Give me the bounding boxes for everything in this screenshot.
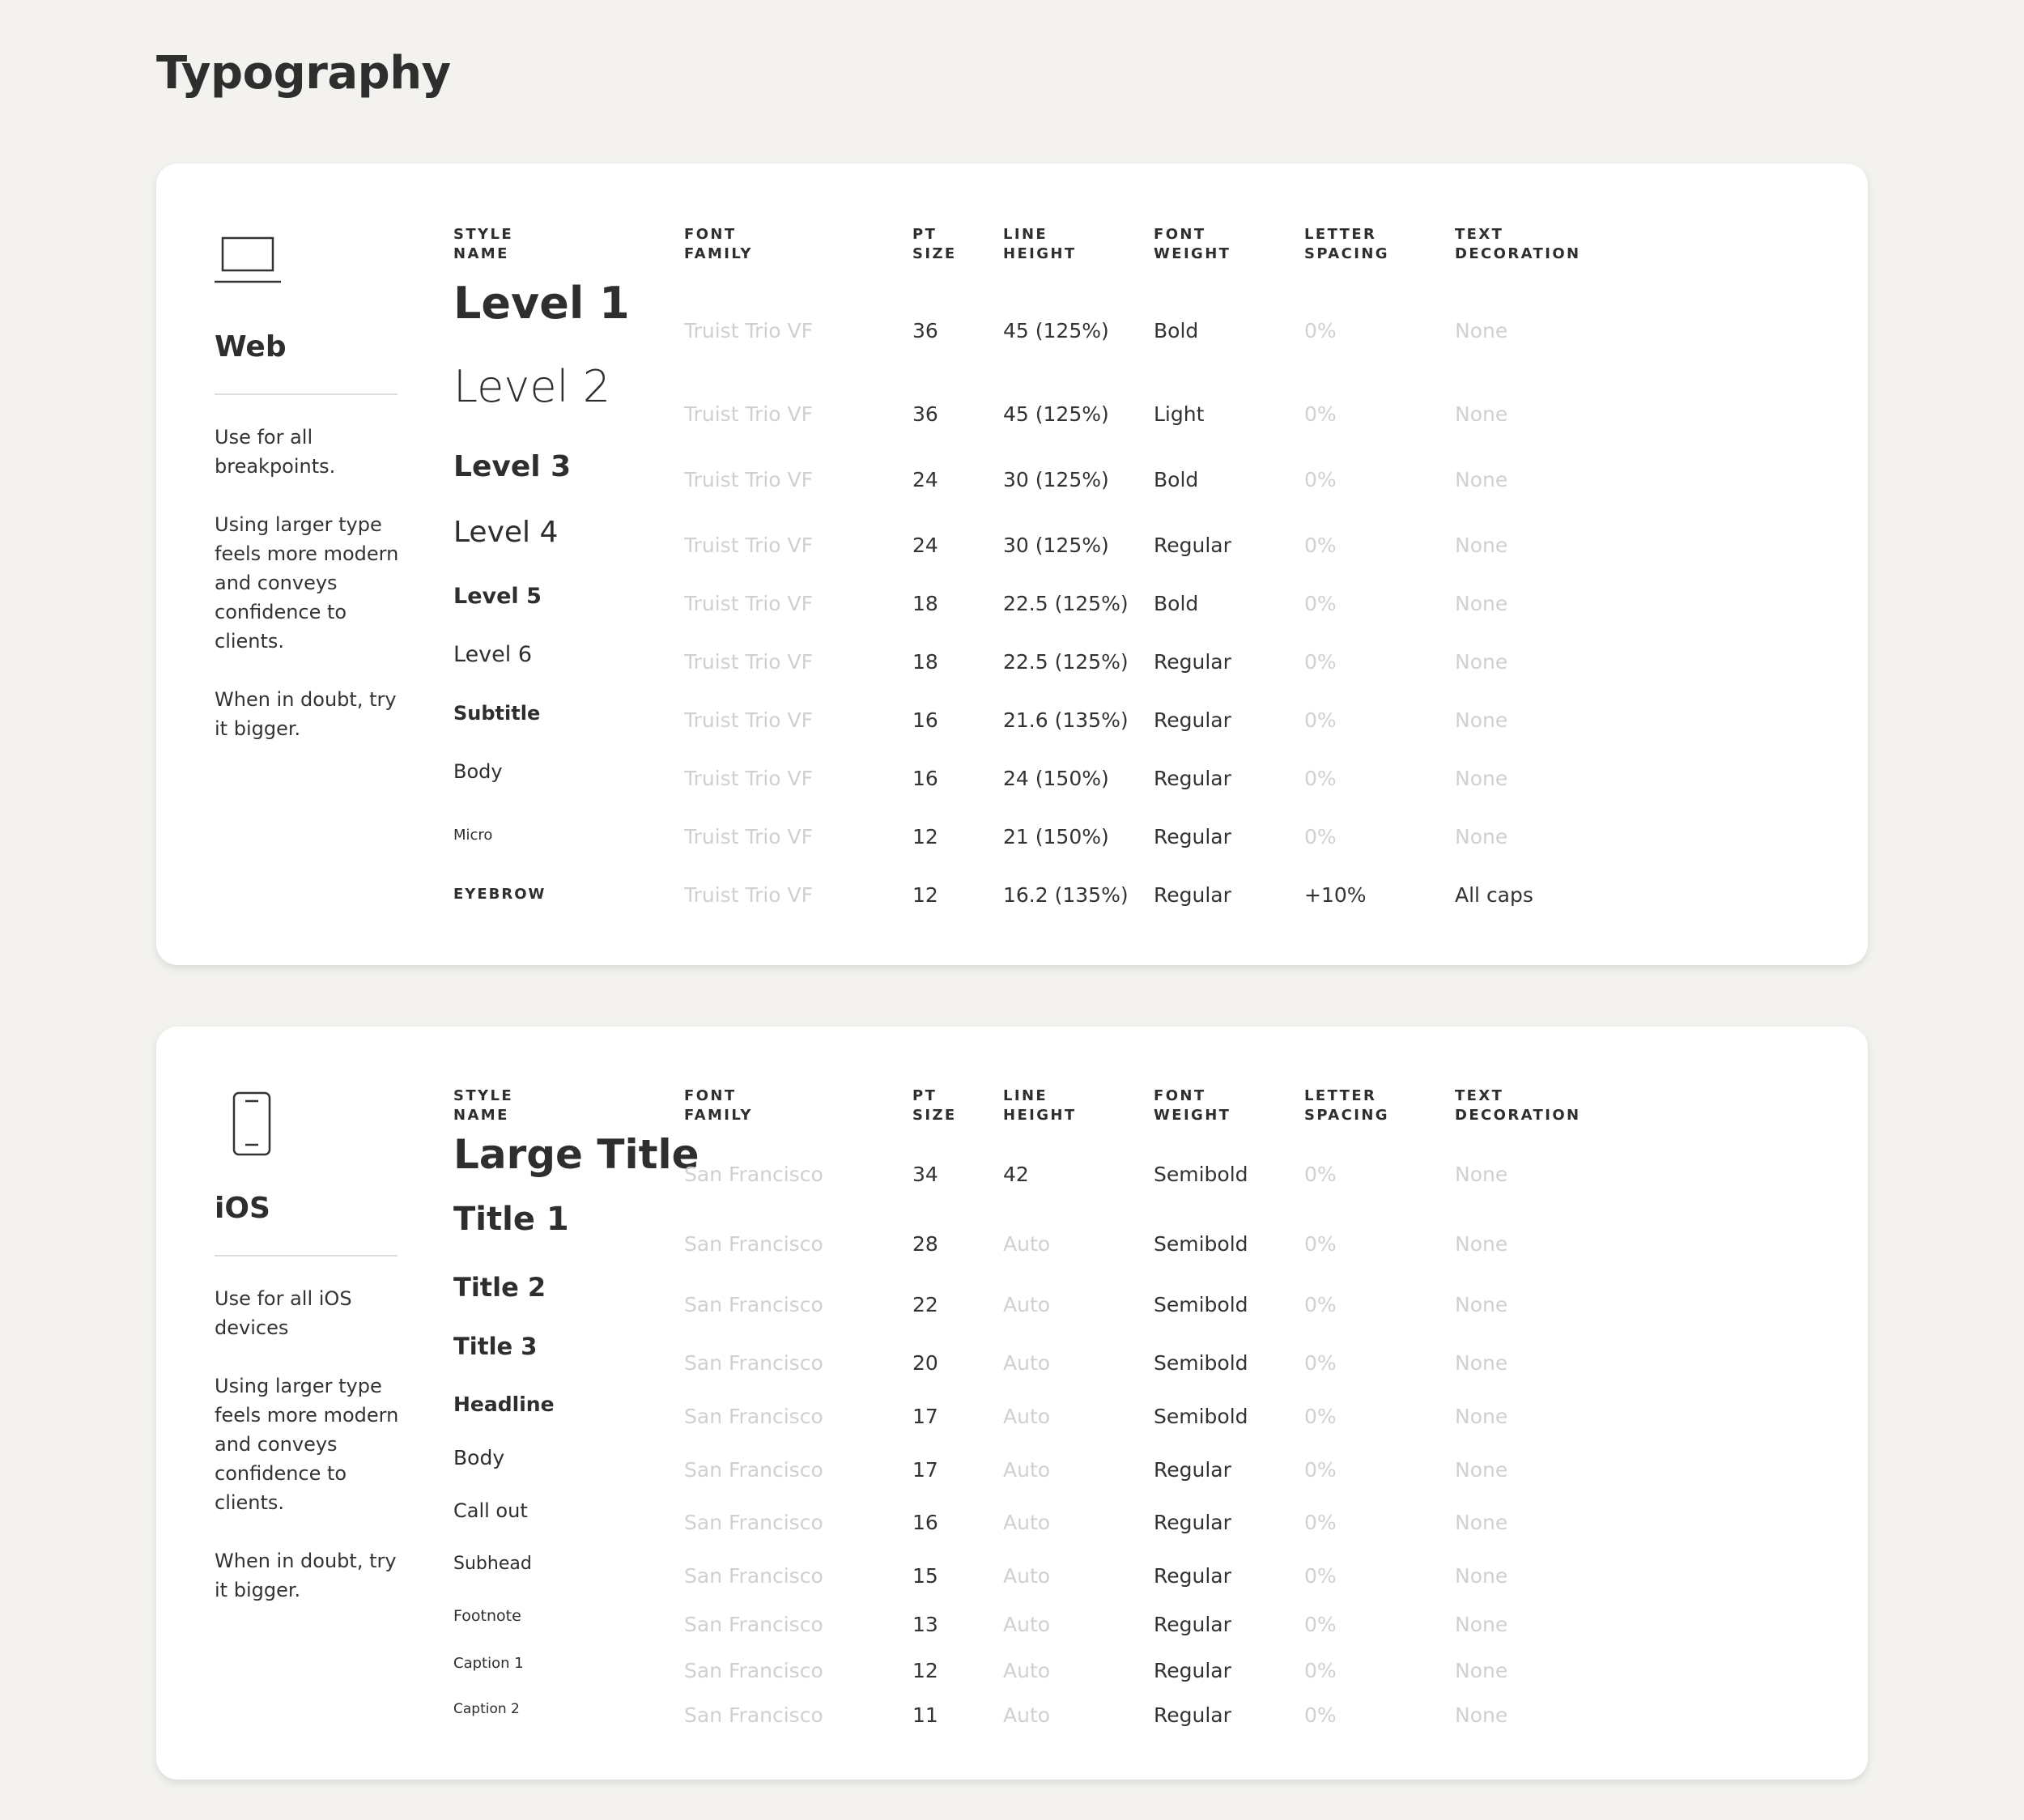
line-height-cell: Auto	[1003, 1405, 1051, 1428]
letter-spacing-cell: 0%	[1304, 1293, 1337, 1316]
letter-spacing-cell: 0%	[1304, 402, 1337, 426]
line-height-cell: 21.6 (135%)	[1003, 708, 1129, 732]
header-line-height: LINE HEIGHT	[1003, 226, 1077, 262]
line-height-cell: Auto	[1003, 1703, 1051, 1727]
letter-spacing-cell: 0%	[1304, 1351, 1337, 1375]
font-weight-cell: Semibold	[1154, 1351, 1248, 1375]
text-decoration-cell: None	[1455, 825, 1508, 848]
font-family-cell: Truist Trio VF	[684, 534, 813, 557]
pt-size-cell: 20	[912, 1351, 938, 1375]
pt-size-cell: 22	[912, 1293, 938, 1316]
font-family-cell: Truist Trio VF	[684, 650, 813, 674]
header-pt-size: PT SIZE	[912, 226, 957, 262]
section-divider	[215, 393, 398, 395]
font-family-cell: Truist Trio VF	[684, 592, 813, 615]
pt-size-cell: 12	[912, 825, 938, 848]
pt-size-cell: 24	[912, 534, 938, 557]
style-name-sample: Level 3	[453, 449, 572, 483]
font-family-cell: San Francisco	[684, 1293, 823, 1316]
pt-size-cell: 12	[912, 883, 938, 907]
font-family-cell: San Francisco	[684, 1511, 823, 1534]
font-weight-cell: Regular	[1154, 1511, 1231, 1534]
font-weight-cell: Light	[1154, 402, 1205, 426]
line-height-cell: 24 (150%)	[1003, 767, 1109, 790]
style-name-sample: Micro	[453, 826, 493, 844]
text-decoration-cell: None	[1455, 1703, 1508, 1727]
pt-size-cell: 16	[912, 708, 938, 732]
text-decoration-cell: None	[1455, 1351, 1508, 1375]
header-style-name: STYLE NAME	[453, 1087, 514, 1124]
line-height-cell: Auto	[1003, 1232, 1051, 1256]
font-weight-cell: Semibold	[1154, 1232, 1248, 1256]
header-letter-spacing: LETTER SPACING	[1304, 1087, 1389, 1124]
font-family-cell: San Francisco	[684, 1351, 823, 1375]
pt-size-cell: 18	[912, 592, 938, 615]
style-name-sample: Caption 1	[453, 1654, 524, 1672]
description-paragraph: When in doubt, try it bigger.	[215, 688, 397, 740]
style-name-sample: Footnote	[453, 1606, 521, 1625]
letter-spacing-cell: 0%	[1304, 1458, 1337, 1482]
letter-spacing-cell: 0%	[1304, 767, 1337, 790]
font-family-cell: San Francisco	[684, 1458, 823, 1482]
line-height-cell: 42	[1003, 1163, 1029, 1186]
text-decoration-cell: None	[1455, 1511, 1508, 1534]
text-decoration-cell: None	[1455, 767, 1508, 790]
font-family-cell: San Francisco	[684, 1659, 823, 1682]
description-paragraph: Use for all breakpoints.	[215, 426, 336, 478]
letter-spacing-cell: 0%	[1304, 825, 1337, 848]
font-weight-cell: Semibold	[1154, 1163, 1248, 1186]
text-decoration-cell: None	[1455, 1163, 1508, 1186]
text-decoration-cell: None	[1455, 708, 1508, 732]
pt-size-cell: 16	[912, 767, 938, 790]
style-name-sample: Subtitle	[453, 702, 541, 725]
header-font-weight: FONT WEIGHT	[1154, 226, 1231, 262]
style-name-sample: Body	[453, 760, 503, 784]
style-name-sample: Body	[453, 1445, 505, 1469]
text-decoration-cell: None	[1455, 1232, 1508, 1256]
header-pt-size: PT SIZE	[912, 1087, 957, 1124]
style-name-sample: Level 5	[453, 583, 542, 609]
pt-size-cell: 36	[912, 402, 938, 426]
letter-spacing-cell: 0%	[1304, 708, 1337, 732]
letter-spacing-cell: 0%	[1304, 1405, 1337, 1428]
letter-spacing-cell: 0%	[1304, 1564, 1337, 1588]
style-name-sample: EYEBROW	[453, 885, 546, 903]
font-family-cell: San Francisco	[684, 1703, 823, 1727]
header-style-name: STYLE NAME	[453, 226, 514, 262]
font-family-cell: Truist Trio VF	[684, 825, 813, 848]
style-name-sample: Level 6	[453, 641, 533, 667]
phone-icon	[231, 1090, 274, 1163]
line-height-cell: Auto	[1003, 1659, 1051, 1682]
text-decoration-cell: None	[1455, 402, 1508, 426]
platform-title: iOS	[215, 1192, 270, 1225]
text-decoration-cell: None	[1455, 1458, 1508, 1482]
font-weight-cell: Regular	[1154, 1659, 1231, 1682]
pt-size-cell: 17	[912, 1405, 938, 1428]
letter-spacing-cell: 0%	[1304, 592, 1337, 615]
text-decoration-cell: None	[1455, 1564, 1508, 1588]
pt-size-cell: 34	[912, 1163, 938, 1186]
style-name-sample: Title 2	[453, 1272, 546, 1303]
text-decoration-cell: None	[1455, 319, 1508, 342]
font-weight-cell: Regular	[1154, 883, 1231, 907]
description-paragraph: Using larger type feels more modern and conveys confidence to clients.	[215, 513, 399, 653]
letter-spacing-cell: 0%	[1304, 319, 1337, 342]
letter-spacing-cell: +10%	[1304, 883, 1367, 907]
font-family-cell: Truist Trio VF	[684, 319, 813, 342]
header-text-decoration: TEXT DECORATION	[1455, 226, 1581, 262]
font-family-cell: Truist Trio VF	[684, 402, 813, 426]
line-height-cell: Auto	[1003, 1613, 1051, 1636]
font-weight-cell: Bold	[1154, 468, 1199, 491]
font-family-cell: Truist Trio VF	[684, 468, 813, 491]
header-font-weight: FONT WEIGHT	[1154, 1087, 1231, 1124]
description-paragraph: Using larger type feels more modern and conveys confidence to clients.	[215, 1375, 399, 1514]
font-weight-cell: Bold	[1154, 319, 1199, 342]
pt-size-cell: 18	[912, 650, 938, 674]
pt-size-cell: 36	[912, 319, 938, 342]
line-height-cell: Auto	[1003, 1351, 1051, 1375]
font-weight-cell: Regular	[1154, 1703, 1231, 1727]
font-weight-cell: Bold	[1154, 592, 1199, 615]
font-family-cell: San Francisco	[684, 1163, 823, 1186]
letter-spacing-cell: 0%	[1304, 1613, 1337, 1636]
font-weight-cell: Regular	[1154, 534, 1231, 557]
font-family-cell: Truist Trio VF	[684, 883, 813, 907]
style-name-sample: Call out	[453, 1499, 528, 1523]
style-name-sample: Title 1	[453, 1201, 569, 1238]
header-text-decoration: TEXT DECORATION	[1455, 1087, 1581, 1124]
style-name-sample: Large Title	[453, 1131, 699, 1178]
font-weight-cell: Regular	[1154, 650, 1231, 674]
header-line-height: LINE HEIGHT	[1003, 1087, 1077, 1124]
description-paragraph: When in doubt, try it bigger.	[215, 1550, 397, 1601]
font-weight-cell: Semibold	[1154, 1405, 1248, 1428]
line-height-cell: 45 (125%)	[1003, 319, 1109, 342]
page-title: Typography	[156, 47, 451, 100]
pt-size-cell: 16	[912, 1511, 938, 1534]
style-name-sample: Title 3	[453, 1332, 538, 1360]
letter-spacing-cell: 0%	[1304, 650, 1337, 674]
font-family-cell: San Francisco	[684, 1613, 823, 1636]
style-name-sample: Subhead	[453, 1554, 532, 1575]
text-decoration-cell: None	[1455, 650, 1508, 674]
font-family-cell: San Francisco	[684, 1232, 823, 1256]
description-paragraph: Use for all iOS devices	[215, 1287, 352, 1339]
letter-spacing-cell: 0%	[1304, 1703, 1337, 1727]
line-height-cell: 21 (150%)	[1003, 825, 1109, 848]
platform-description	[215, 423, 406, 772]
letter-spacing-cell: 0%	[1304, 1659, 1337, 1682]
header-font-family: FONT FAMILY	[684, 226, 753, 262]
line-height-cell: 22.5 (125%)	[1003, 592, 1129, 615]
text-decoration-cell: None	[1455, 592, 1508, 615]
style-name-sample: Level 4	[453, 515, 559, 549]
pt-size-cell: 17	[912, 1458, 938, 1482]
letter-spacing-cell: 0%	[1304, 1163, 1337, 1186]
line-height-cell: 30 (125%)	[1003, 468, 1109, 491]
style-name-sample: Level 1	[453, 278, 630, 330]
line-height-cell: 30 (125%)	[1003, 534, 1109, 557]
style-name-sample: Headline	[453, 1392, 555, 1416]
text-decoration-cell: None	[1455, 1659, 1508, 1682]
font-weight-cell: Regular	[1154, 825, 1231, 848]
line-height-cell: Auto	[1003, 1564, 1051, 1588]
text-decoration-cell: None	[1455, 1613, 1508, 1636]
pt-size-cell: 28	[912, 1232, 938, 1256]
line-height-cell: 45 (125%)	[1003, 402, 1109, 426]
text-decoration-cell: None	[1455, 468, 1508, 491]
text-decoration-cell: None	[1455, 1405, 1508, 1428]
line-height-cell: 22.5 (125%)	[1003, 650, 1129, 674]
text-decoration-cell: All caps	[1455, 883, 1533, 907]
letter-spacing-cell: 0%	[1304, 1511, 1337, 1534]
pt-size-cell: 11	[912, 1703, 938, 1727]
header-font-family: FONT FAMILY	[684, 1087, 753, 1124]
font-weight-cell: Regular	[1154, 1613, 1231, 1636]
letter-spacing-cell: 0%	[1304, 1232, 1337, 1256]
web-typography-card	[156, 164, 1868, 965]
line-height-cell: 16.2 (135%)	[1003, 883, 1129, 907]
header-letter-spacing: LETTER SPACING	[1304, 226, 1389, 262]
pt-size-cell: 13	[912, 1613, 938, 1636]
platform-title: Web	[215, 330, 287, 364]
pt-size-cell: 15	[912, 1564, 938, 1588]
ios-typography-card	[156, 1027, 1868, 1780]
font-family-cell: Truist Trio VF	[684, 708, 813, 732]
letter-spacing-cell: 0%	[1304, 534, 1337, 557]
section-divider	[215, 1255, 398, 1257]
line-height-cell: Auto	[1003, 1458, 1051, 1482]
font-family-cell: San Francisco	[684, 1405, 823, 1428]
line-height-cell: Auto	[1003, 1293, 1051, 1316]
font-family-cell: San Francisco	[684, 1564, 823, 1588]
font-weight-cell: Regular	[1154, 708, 1231, 732]
laptop-icon	[215, 235, 284, 288]
font-weight-cell: Semibold	[1154, 1293, 1248, 1316]
style-name-sample: Caption 2	[453, 1700, 520, 1717]
style-name-sample: Level 2	[453, 361, 611, 413]
pt-size-cell: 12	[912, 1659, 938, 1682]
pt-size-cell: 24	[912, 468, 938, 491]
text-decoration-cell: None	[1455, 534, 1508, 557]
font-weight-cell: Regular	[1154, 767, 1231, 790]
text-decoration-cell: None	[1455, 1293, 1508, 1316]
line-height-cell: Auto	[1003, 1511, 1051, 1534]
font-weight-cell: Regular	[1154, 1564, 1231, 1588]
letter-spacing-cell: 0%	[1304, 468, 1337, 491]
font-family-cell: Truist Trio VF	[684, 767, 813, 790]
platform-description	[215, 1284, 406, 1634]
font-weight-cell: Regular	[1154, 1458, 1231, 1482]
